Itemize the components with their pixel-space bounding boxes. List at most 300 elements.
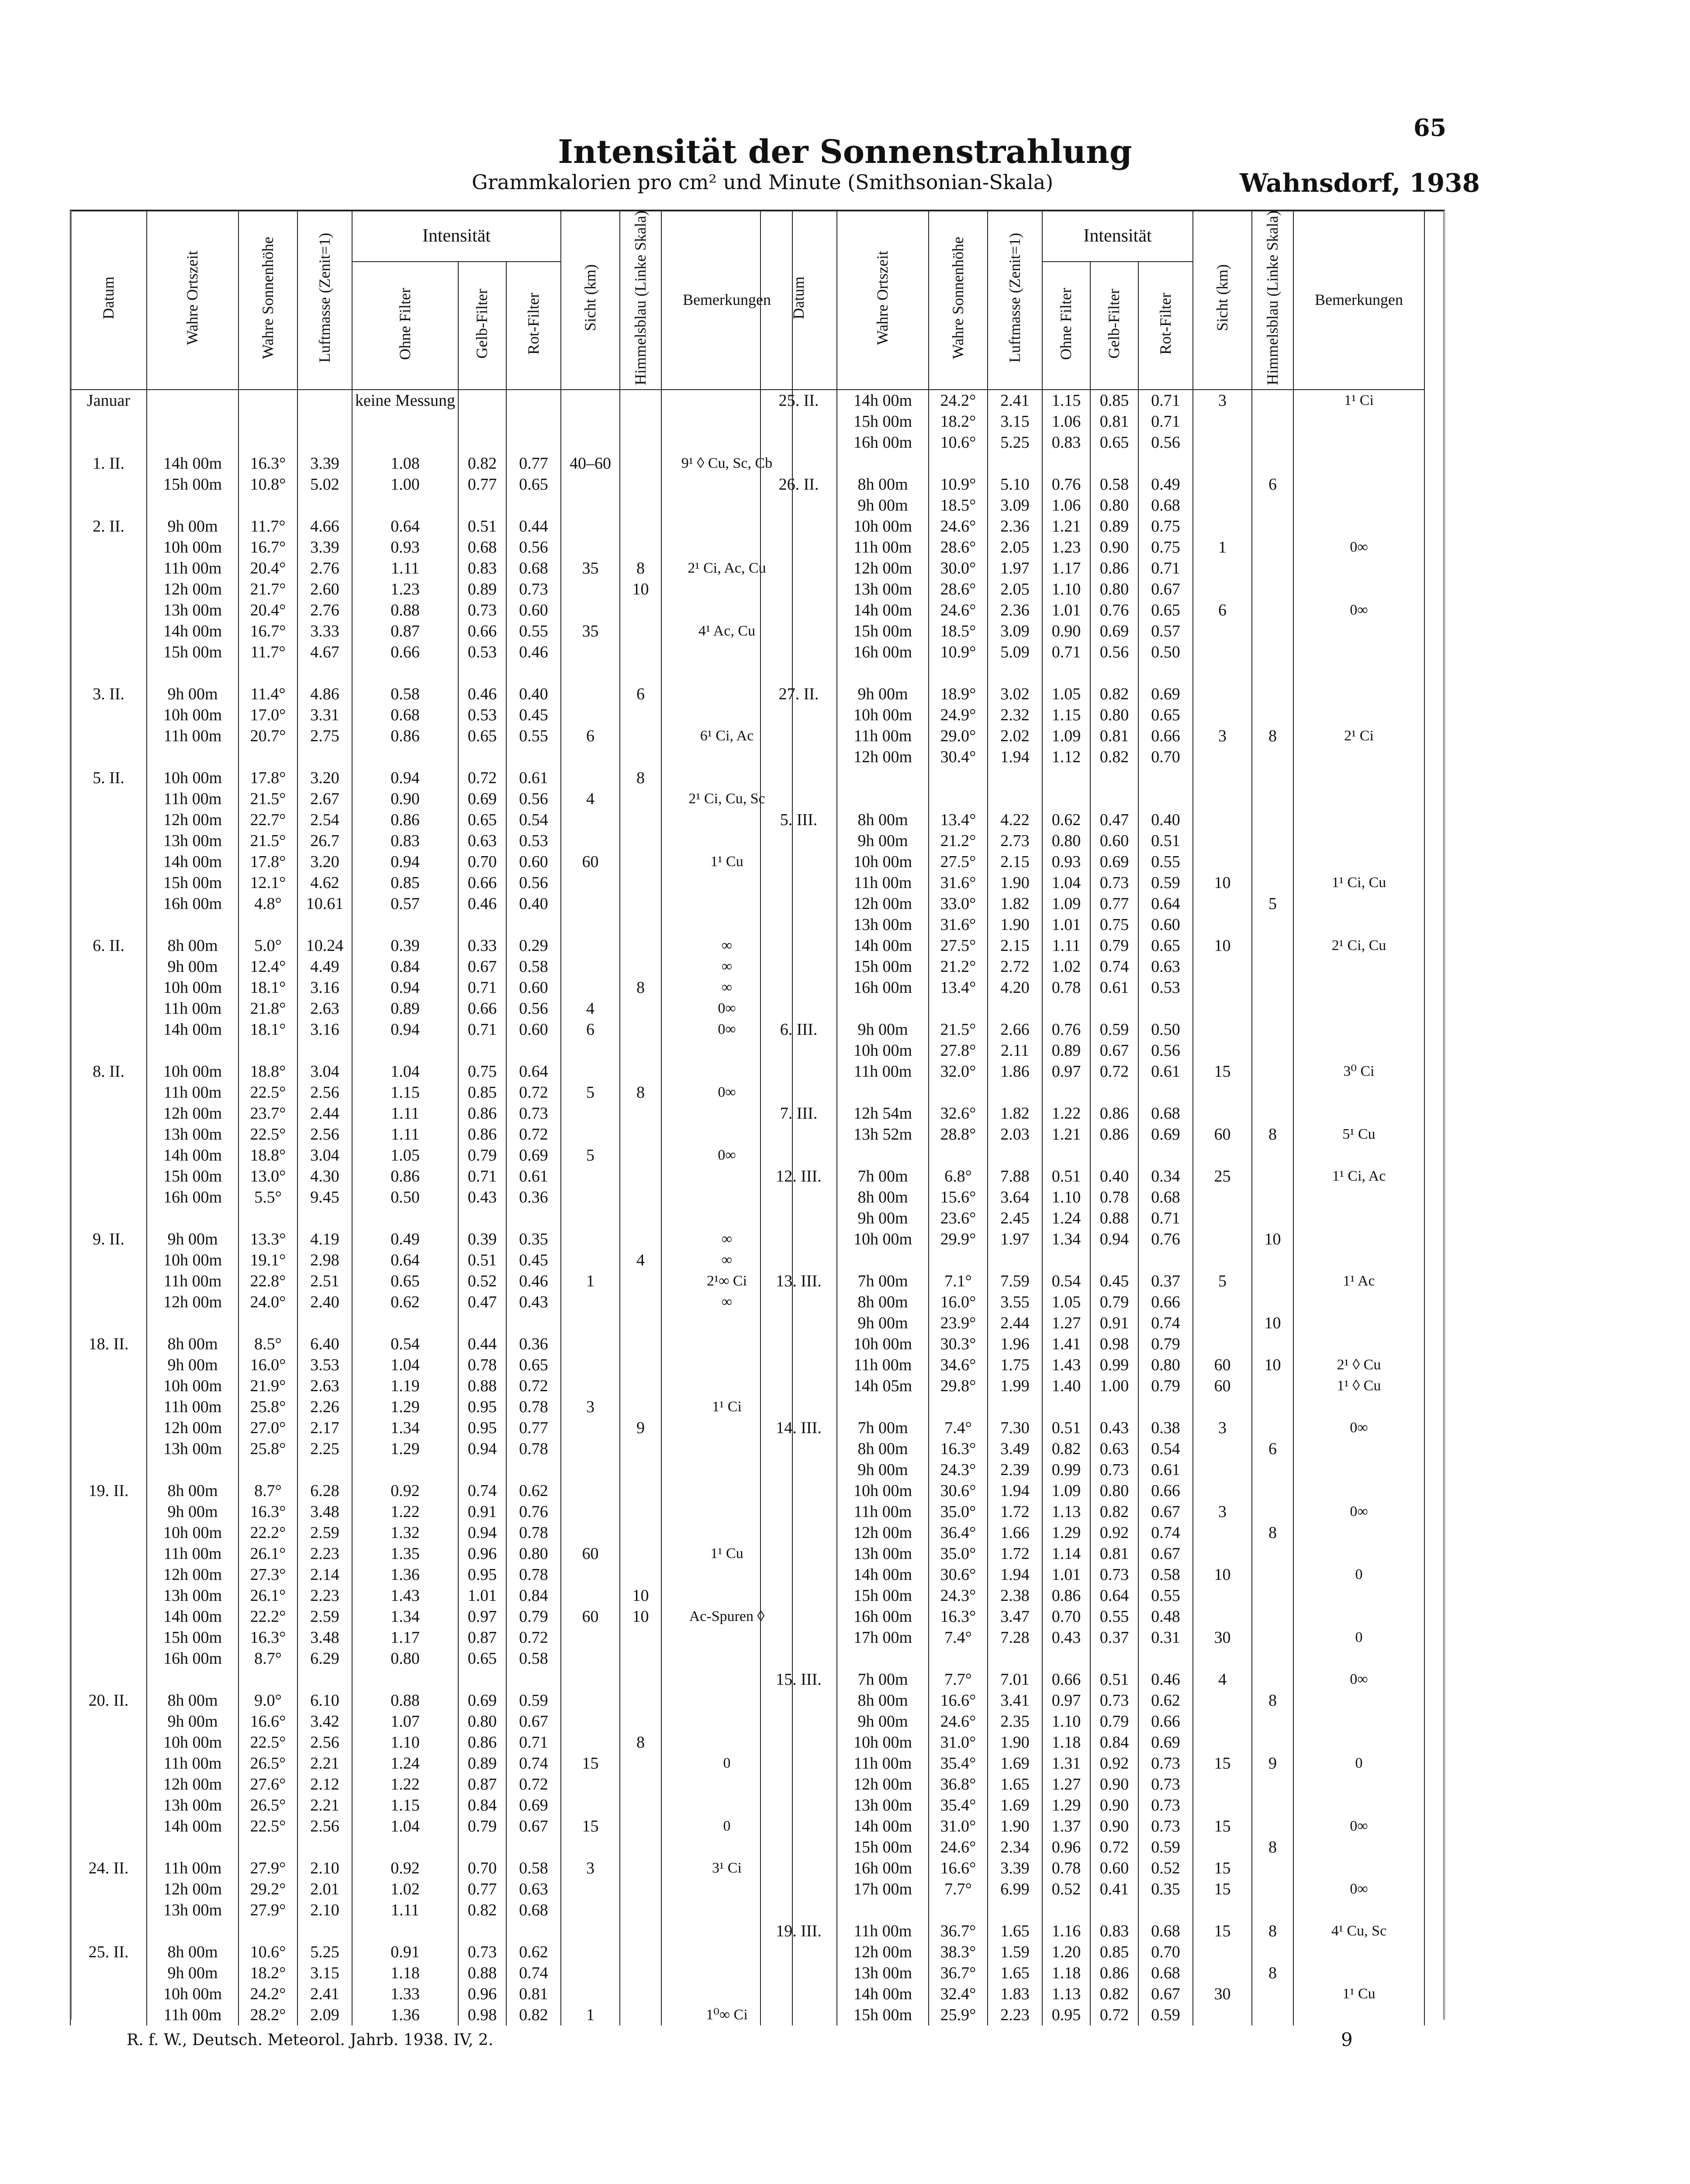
cell-datum (760, 1313, 837, 1334)
cell-rot-filter: 0.62 (506, 1942, 561, 1963)
cell-bemerkungen (1293, 516, 1424, 537)
cell-datum: 25. II. (760, 390, 837, 411)
cell-sonnenhoehe: 29.2° (238, 1879, 297, 1900)
cell-gelb-filter (1090, 1900, 1138, 1921)
cell-rot-filter: 0.58 (506, 1858, 561, 1879)
cell-luftmasse: 2.23 (297, 1543, 352, 1564)
cell-datum: 1. II. (70, 453, 147, 474)
cell-ortszeit: 16h 00m (837, 642, 929, 663)
cell-himmelsblau (620, 600, 661, 621)
cell-sicht (1193, 1334, 1252, 1355)
cell-datum (760, 726, 837, 746)
cell-datum (70, 1313, 147, 1334)
cell-datum (760, 1082, 837, 1103)
cell-ohne-filter: 1.33 (352, 1984, 458, 2004)
cell-luftmasse: 2.26 (297, 1396, 352, 1417)
cell-luftmasse: 1.75 (988, 1355, 1042, 1375)
cell-rot-filter: 0.71 (506, 1732, 561, 1753)
cell-rot-filter: 0.46 (506, 642, 561, 663)
cell-bemerkungen (1293, 1963, 1424, 1984)
cell-ortszeit: 13h 00m (837, 1795, 929, 1816)
cell-ohne-filter: 1.00 (352, 474, 458, 495)
cell-luftmasse: 2.14 (297, 1564, 352, 1585)
cell-himmelsblau (620, 1648, 661, 1669)
cell-datum (760, 705, 837, 726)
cell-sonnenhoehe (238, 390, 297, 411)
cell-sonnenhoehe: 8.7° (238, 1480, 297, 1501)
cell-datum: 19. III. (760, 1921, 837, 1942)
cell-gelb-filter: 0.46 (458, 893, 506, 914)
cell-ortszeit: 16h 00m (837, 432, 929, 453)
cell-gelb-filter: 0.82 (1090, 1984, 1138, 2004)
header-rot-filter: Rot-Filter (1138, 262, 1193, 389)
cell-ohne-filter: 0.92 (352, 1480, 458, 1501)
table-row (70, 1250, 792, 1271)
cell-luftmasse: 3.04 (297, 1145, 352, 1166)
cell-gelb-filter: 0.41 (1090, 1879, 1138, 1900)
cell-himmelsblau (620, 1774, 661, 1795)
cell-gelb-filter: 0.92 (1090, 1753, 1138, 1774)
cell-himmelsblau (1252, 1061, 1293, 1082)
cell-bemerkungen: ∞ (661, 935, 792, 956)
cell-datum (760, 579, 837, 600)
cell-sonnenhoehe: 30.3° (929, 1334, 988, 1355)
cell-bemerkungen (1293, 746, 1424, 767)
cell-datum (760, 998, 837, 1019)
cell-bemerkungen: 5¹ Cu (1293, 1124, 1424, 1145)
cell-bemerkungen (1293, 1711, 1424, 1732)
cell-bemerkungen: ∞ (661, 956, 792, 977)
cell-rot-filter (1138, 663, 1193, 684)
table-row (70, 705, 792, 726)
cell-gelb-filter: 0.74 (1090, 956, 1138, 977)
cell-rot-filter: 0.48 (1138, 1606, 1193, 1627)
cell-ohne-filter: 1.34 (352, 1606, 458, 1627)
cell-bemerkungen: 2¹ Ci, Ac, Cu (661, 558, 792, 579)
cell-sicht (1193, 1145, 1252, 1166)
cell-bemerkungen (1293, 432, 1424, 453)
cell-luftmasse (297, 1837, 352, 1858)
cell-himmelsblau: 8 (1252, 1921, 1293, 1942)
cell-sonnenhoehe: 27.9° (238, 1858, 297, 1879)
cell-datum (70, 1355, 147, 1375)
cell-sicht (561, 914, 620, 935)
cell-sicht (1193, 1690, 1252, 1711)
cell-sicht: 25 (1193, 1166, 1252, 1187)
table-row (70, 390, 792, 411)
cell-rot-filter: 0.69 (1138, 684, 1193, 705)
cell-rot-filter: 0.63 (506, 1879, 561, 1900)
cell-luftmasse: 2.34 (988, 1837, 1042, 1858)
cell-datum (760, 432, 837, 453)
cell-rot-filter: 0.71 (1138, 411, 1193, 432)
footer-citation: R. f. W., Deutsch. Meteorol. Jahrb. 1938. IV, 2. (127, 2031, 494, 2049)
cell-gelb-filter: 0.44 (458, 1334, 506, 1355)
table-row (760, 1145, 1424, 1166)
cell-luftmasse: 2.76 (297, 600, 352, 621)
cell-ortszeit: 14h 00m (147, 621, 238, 642)
cell-rot-filter: 0.73 (1138, 1774, 1193, 1795)
cell-bemerkungen: ∞ (661, 1229, 792, 1250)
cell-sonnenhoehe: 18.5° (929, 495, 988, 516)
cell-luftmasse: 5.25 (297, 1942, 352, 1963)
cell-bemerkungen (1293, 474, 1424, 495)
header-ortszeit: Wahre Ortszeit (837, 210, 929, 390)
cell-gelb-filter: 0.65 (458, 726, 506, 746)
cell-sonnenhoehe: 24.3° (929, 1585, 988, 1606)
cell-rot-filter: 0.75 (1138, 516, 1193, 537)
cell-luftmasse: 3.15 (297, 1963, 352, 1984)
cell-himmelsblau (1252, 663, 1293, 684)
cell-sicht (561, 1669, 620, 1690)
cell-bemerkungen (1293, 1648, 1424, 1669)
cell-rot-filter: 0.56 (506, 872, 561, 893)
table-row (70, 1711, 792, 1732)
cell-sicht (1193, 1606, 1252, 1627)
cell-luftmasse: 2.98 (297, 1250, 352, 1271)
cell-datum (760, 1963, 837, 1984)
cell-ohne-filter: 0.66 (1042, 1669, 1090, 1690)
cell-ohne-filter: 0.91 (352, 1942, 458, 1963)
cell-sicht (561, 1900, 620, 1921)
cell-datum (760, 1774, 837, 1795)
cell-bemerkungen (1293, 1019, 1424, 1040)
cell-himmelsblau (620, 390, 661, 411)
cell-sonnenhoehe: 22.7° (238, 809, 297, 830)
table-row (760, 1606, 1424, 1627)
cell-gelb-filter: 0.80 (1090, 495, 1138, 516)
cell-datum: 5. III. (760, 809, 837, 830)
cell-luftmasse: 4.22 (988, 809, 1042, 830)
cell-himmelsblau (620, 830, 661, 851)
cell-luftmasse (988, 1900, 1042, 1921)
cell-rot-filter (506, 495, 561, 516)
cell-sonnenhoehe: 21.5° (238, 830, 297, 851)
cell-luftmasse: 2.73 (988, 830, 1042, 851)
cell-himmelsblau (1252, 1627, 1293, 1648)
cell-bemerkungen (1293, 914, 1424, 935)
cell-datum (70, 579, 147, 600)
cell-rot-filter: 0.76 (506, 1501, 561, 1522)
cell-ohne-filter: 0.88 (352, 600, 458, 621)
cell-ortszeit: 17h 00m (837, 1627, 929, 1648)
cell-ortszeit: 10h 00m (837, 1480, 929, 1501)
cell-bemerkungen (1293, 663, 1424, 684)
cell-datum (70, 474, 147, 495)
cell-sicht (1193, 705, 1252, 726)
cell-rot-filter: 0.68 (1138, 1921, 1193, 1942)
table-row (760, 411, 1424, 432)
cell-luftmasse (297, 390, 352, 411)
cell-ortszeit: 7h 00m (837, 1166, 929, 1187)
cell-sonnenhoehe: 10.8° (238, 474, 297, 495)
cell-sonnenhoehe: 22.5° (238, 1082, 297, 1103)
cell-himmelsblau (1252, 684, 1293, 705)
cell-rot-filter: 0.73 (1138, 1816, 1193, 1837)
cell-sonnenhoehe: 20.7° (238, 726, 297, 746)
page-subtitle: Grammkalorien pro cm² und Minute (Smithsonian-Skala) (472, 170, 1054, 194)
cell-sicht (1193, 1837, 1252, 1858)
cell-gelb-filter: 0.90 (1090, 1774, 1138, 1795)
cell-datum (760, 1690, 837, 1711)
cell-sonnenhoehe (929, 1145, 988, 1166)
cell-ohne-filter (352, 1040, 458, 1061)
cell-sicht (1193, 1900, 1252, 1921)
cell-ortszeit: 9h 00m (147, 516, 238, 537)
cell-ohne-filter: 0.39 (352, 935, 458, 956)
cell-himmelsblau (1252, 1480, 1293, 1501)
cell-gelb-filter: 0.76 (1090, 600, 1138, 621)
cell-himmelsblau (1252, 642, 1293, 663)
cell-sicht: 15 (1193, 1858, 1252, 1879)
cell-datum (70, 663, 147, 684)
cell-rot-filter: 0.59 (506, 1690, 561, 1711)
cell-gelb-filter: 0.97 (458, 1606, 506, 1627)
cell-gelb-filter: 0.72 (1090, 1837, 1138, 1858)
cell-ortszeit: 13h 00m (837, 1963, 929, 1984)
cell-himmelsblau (620, 726, 661, 746)
cell-gelb-filter: 0.67 (1090, 1040, 1138, 1061)
cell-luftmasse: 2.60 (297, 579, 352, 600)
cell-datum (70, 1711, 147, 1732)
cell-sonnenhoehe: 16.7° (238, 537, 297, 558)
table-row (70, 1585, 792, 1606)
cell-rot-filter (506, 1040, 561, 1061)
cell-gelb-filter (458, 1313, 506, 1334)
cell-himmelsblau (620, 998, 661, 1019)
cell-sonnenhoehe: 24.2° (929, 390, 988, 411)
table-row (70, 1942, 792, 1963)
cell-ortszeit: 13h 00m (147, 1795, 238, 1816)
table-row (760, 537, 1424, 558)
cell-ohne-filter: 0.68 (352, 705, 458, 726)
cell-sicht: 6 (1193, 600, 1252, 621)
table-row (760, 977, 1424, 998)
cell-himmelsblau (1252, 1984, 1293, 2004)
cell-datum (70, 872, 147, 893)
cell-luftmasse: 3.64 (988, 1187, 1042, 1208)
cell-ortszeit: 11h 00m (147, 1543, 238, 1564)
cell-sonnenhoehe: 35.4° (929, 1753, 988, 1774)
cell-himmelsblau: 10 (1252, 1355, 1293, 1375)
cell-ortszeit: 12h 00m (147, 579, 238, 600)
cell-sonnenhoehe (929, 788, 988, 809)
cell-sicht (561, 1648, 620, 1669)
cell-datum (70, 1187, 147, 1208)
cell-gelb-filter: 0.46 (458, 684, 506, 705)
cell-ohne-filter: 1.40 (1042, 1375, 1090, 1396)
cell-sonnenhoehe (238, 1313, 297, 1334)
cell-sonnenhoehe: 11.4° (238, 684, 297, 705)
cell-sicht: 1 (561, 1271, 620, 1292)
cell-ortszeit: 15h 00m (837, 2004, 929, 2025)
cell-rot-filter: 0.36 (506, 1187, 561, 1208)
table-row (760, 453, 1424, 474)
table-row (760, 1292, 1424, 1313)
cell-gelb-filter: 0.89 (458, 579, 506, 600)
cell-sonnenhoehe: 10.6° (929, 432, 988, 453)
cell-sonnenhoehe: 16.3° (929, 1438, 988, 1459)
table-row (760, 1417, 1424, 1438)
cell-sicht (561, 474, 620, 495)
cell-gelb-filter: 0.96 (458, 1984, 506, 2004)
cell-gelb-filter: 0.64 (1090, 1585, 1138, 1606)
cell-gelb-filter: 0.94 (1090, 1229, 1138, 1250)
cell-ortszeit: 8h 00m (837, 474, 929, 495)
cell-ohne-filter (1042, 1082, 1090, 1103)
table-row (760, 914, 1424, 935)
cell-himmelsblau: 6 (620, 684, 661, 705)
cell-sicht (1193, 495, 1252, 516)
cell-ohne-filter (1042, 1648, 1090, 1669)
cell-sonnenhoehe: 31.6° (929, 872, 988, 893)
cell-rot-filter: 0.64 (506, 1061, 561, 1082)
cell-luftmasse: 2.54 (297, 809, 352, 830)
cell-ortszeit: 8h 00m (147, 1480, 238, 1501)
cell-ortszeit: 11h 00m (837, 1753, 929, 1774)
cell-datum (760, 2004, 837, 2025)
cell-luftmasse: 1.82 (988, 1103, 1042, 1124)
cell-sonnenhoehe: 11.7° (238, 642, 297, 663)
cell-himmelsblau: 10 (1252, 1229, 1293, 1250)
cell-ortszeit: 8h 00m (837, 1690, 929, 1711)
cell-gelb-filter (458, 432, 506, 453)
cell-gelb-filter: 0.87 (458, 1627, 506, 1648)
cell-himmelsblau (1252, 1040, 1293, 1061)
cell-gelb-filter: 0.43 (458, 1187, 506, 1208)
cell-rot-filter: 0.78 (506, 1564, 561, 1585)
cell-datum: 6. II. (70, 935, 147, 956)
cell-gelb-filter (1090, 1648, 1138, 1669)
cell-himmelsblau (620, 1858, 661, 1879)
cell-gelb-filter: 0.86 (1090, 1103, 1138, 1124)
cell-gelb-filter: 0.39 (458, 1229, 506, 1250)
table-row (70, 1103, 792, 1124)
cell-gelb-filter: 0.80 (1090, 579, 1138, 600)
cell-bemerkungen (1293, 1229, 1424, 1250)
cell-himmelsblau (1252, 537, 1293, 558)
cell-sicht (1193, 411, 1252, 432)
cell-sonnenhoehe (238, 432, 297, 453)
cell-himmelsblau (1252, 1166, 1293, 1187)
cell-sicht (1193, 1543, 1252, 1564)
cell-sicht (561, 1879, 620, 1900)
cell-rot-filter: 0.43 (506, 1292, 561, 1313)
cell-bemerkungen (1293, 1187, 1424, 1208)
cell-ortszeit: 11h 00m (147, 726, 238, 746)
cell-luftmasse: 2.36 (988, 600, 1042, 621)
cell-sicht (1193, 1040, 1252, 1061)
cell-luftmasse: 4.62 (297, 872, 352, 893)
cell-ortszeit: 8h 00m (147, 1942, 238, 1963)
cell-sonnenhoehe: 9.0° (238, 1690, 297, 1711)
cell-sonnenhoehe: 18.8° (238, 1061, 297, 1082)
cell-datum (70, 1417, 147, 1438)
page-number: 65 (1414, 114, 1447, 142)
cell-bemerkungen (1293, 1313, 1424, 1334)
cell-gelb-filter: 0.43 (1090, 1417, 1138, 1438)
cell-rot-filter: 0.74 (1138, 1522, 1193, 1543)
cell-ortszeit: 16h 00m (147, 1187, 238, 1208)
cell-sicht: 10 (1193, 1564, 1252, 1585)
cell-rot-filter: 0.46 (506, 1271, 561, 1292)
cell-luftmasse: 1.83 (988, 1984, 1042, 2004)
cell-sicht: 3 (1193, 1417, 1252, 1438)
cell-ohne-filter: 0.54 (1042, 1271, 1090, 1292)
cell-ohne-filter: 0.64 (352, 1250, 458, 1271)
cell-ortszeit: 11h 00m (147, 1271, 238, 1292)
cell-himmelsblau: 8 (1252, 1124, 1293, 1145)
cell-sicht (561, 1040, 620, 1061)
cell-bemerkungen: 0∞ (1293, 1879, 1424, 1900)
cell-rot-filter: 0.72 (506, 1124, 561, 1145)
cell-gelb-filter: 0.58 (1090, 474, 1138, 495)
cell-ortszeit (147, 1040, 238, 1061)
cell-datum (760, 872, 837, 893)
cell-datum (760, 1942, 837, 1963)
cell-sonnenhoehe: 16.7° (238, 621, 297, 642)
cell-luftmasse (297, 1313, 352, 1334)
cell-sonnenhoehe: 13.0° (238, 1166, 297, 1187)
cell-himmelsblau (620, 1271, 661, 1292)
cell-datum (70, 1837, 147, 1858)
cell-rot-filter: 0.81 (506, 1984, 561, 2004)
cell-datum (760, 1522, 837, 1543)
cell-ohne-filter: 1.08 (352, 453, 458, 474)
table-row (760, 600, 1424, 621)
table-row (70, 1355, 792, 1375)
cell-ortszeit: 9h 00m (837, 684, 929, 705)
cell-ohne-filter: 0.89 (1042, 1040, 1090, 1061)
cell-datum (760, 788, 837, 809)
cell-sicht (1193, 621, 1252, 642)
table-row (70, 935, 792, 956)
cell-bemerkungen: 1¹ Cu (1293, 1984, 1424, 2004)
cell-ortszeit: 8h 00m (837, 1438, 929, 1459)
cell-ohne-filter: 1.34 (1042, 1229, 1090, 1250)
cell-rot-filter: 0.74 (506, 1963, 561, 1984)
cell-ohne-filter: 0.93 (352, 537, 458, 558)
cell-bemerkungen (1293, 705, 1424, 726)
cell-rot-filter (506, 432, 561, 453)
cell-gelb-filter: 0.45 (1090, 1271, 1138, 1292)
cell-rot-filter: 0.79 (1138, 1375, 1193, 1396)
cell-sonnenhoehe: 18.5° (929, 621, 988, 642)
table-row (70, 998, 792, 1019)
cell-sonnenhoehe: 29.0° (929, 726, 988, 746)
cell-luftmasse (297, 1459, 352, 1480)
cell-datum (760, 1837, 837, 1858)
cell-gelb-filter: 0.92 (1090, 1522, 1138, 1543)
cell-bemerkungen: 0∞ (1293, 1816, 1424, 1837)
table-row (70, 1208, 792, 1229)
cell-sicht (561, 746, 620, 767)
cell-sicht (561, 1837, 620, 1858)
cell-ohne-filter: 1.21 (1042, 1124, 1090, 1145)
cell-sicht (1193, 2004, 1252, 2025)
cell-ortszeit: 15h 00m (837, 621, 929, 642)
cell-sicht (561, 1501, 620, 1522)
cell-gelb-filter: 0.60 (1090, 830, 1138, 851)
cell-sicht (561, 684, 620, 705)
cell-bemerkungen: 0 (1293, 1753, 1424, 1774)
cell-bemerkungen (1293, 1480, 1424, 1501)
cell-sonnenhoehe: 23.7° (238, 1103, 297, 1124)
cell-gelb-filter: 0.80 (1090, 1480, 1138, 1501)
cell-himmelsblau (1252, 1732, 1293, 1753)
cell-rot-filter: 0.66 (1138, 1480, 1193, 1501)
cell-sonnenhoehe: 32.0° (929, 1061, 988, 1082)
